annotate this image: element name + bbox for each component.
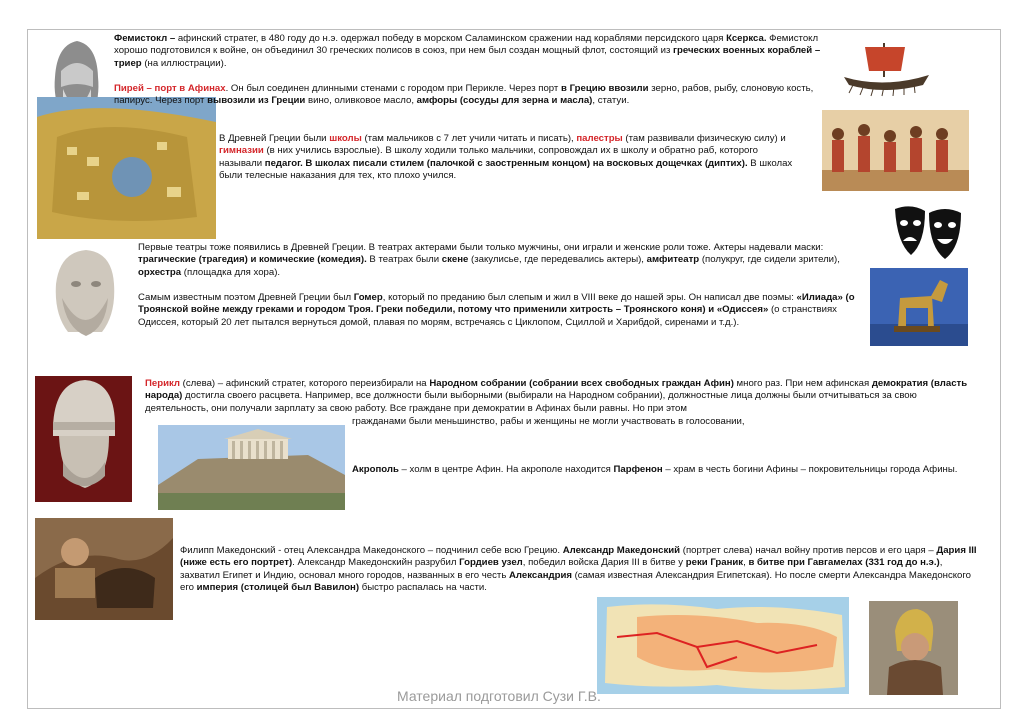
alexander-paragraph: Филипп Македонский - отец Александра Македонского – подчинил себе всю Грецию. Александр Македонский (портрет слева) начал войну против персов и его царя – Дария III (ниже есть его портрет). Александр Македонскийн разрубил Гордиев узел, победил войска Дария III в битве у реки Граник, в битве при Гавгамелах (331 год до н.э.), захватил Египет и Индию, основал много городов, названных в его честь Александрия (самая известная Александрия Египетская). Но после смерти Александра Македонского его империя (столицей был Вавилон) быстро распалась на части.: [180, 545, 977, 594]
trojan-horse-image: [870, 268, 968, 346]
homer-paragraph: Самым известным поэтом Древней Греции был Гомер, который по преданию был слепым и жил в VIII веке до нашей эры. Он написал две поэмы: «Илиада» (о Троянской войне между греками и городом Троя. Греки победили, потому что применили хитрость – Троянского коня) и «Одиссея» (о странствиях Одиссея, который 20 лет пытался вернуться домой, плавая по морям, встречаясь с Циклопом, Сциллой и Харибдой, сиренами и т.д.).: [138, 292, 855, 328]
pericles-paragraph-continued: гражданами были меньшинство, рабы и женщины не могли участвовать в голосовании,: [352, 416, 745, 427]
schools-paragraph: В Древней Греции были школы (там мальчиков с 7 лет учили читать и писать), палестры (там развивали физическую силу) и гимназии (в них учились взрослые). В школу ходили только мальчики, сопровождал их в школу и обратно раб, которого называли педагог. В школах писали стилем (палочкой с заостренным концом) на восковых дощечках (диптих). В школах были телесные наказания для тех, кто плохо учился.: [219, 133, 793, 182]
acropolis-paragraph: Акрополь – холм в центре Афин. На акрополе находится Парфенон – храм в честь богини Афины – покровительницы города Афины.: [352, 464, 958, 475]
acropolis-image: [158, 425, 345, 510]
alexander-mosaic-image: [35, 518, 173, 620]
greek-school-image: [822, 110, 969, 191]
theatre-masks-image: [891, 203, 965, 261]
piraeus-port-image: [37, 97, 216, 239]
pericles-paragraph: Перикл (слева) – афинский стратег, которого переизбирали на Народном собрании (собрании всех свободных граждан Афин) много раз. При нем афинская демократия (власть народа) достигла своего расцвета. Например, все должности были выборными (выбирали на Народном собрании), должностные лица должны были отчитываться за свою деятельность, они получали зарплату за свою работу. Все граждане при демократии в Афинах были равны. Но при этом: [145, 378, 968, 414]
theatre-paragraph: Первые театры тоже появились в Древней Греции. В театрах актерами были только мужчины, они играли и женские роли тоже. Актеры надевали маски: трагические (трагедия) и комические (комедия). В театрах были скене (закулисье, где передевались актеры), амфитеатр (полукруг, где сидели зрители), орхестра (площадка для хора).: [138, 242, 840, 278]
pericles-bust-image: [35, 376, 132, 502]
darius-portrait-image: [869, 601, 958, 695]
trireme-ship-image: [839, 37, 934, 97]
homer-bust-image: [36, 244, 133, 342]
piraeus-paragraph: Пирей – порт в Афинах. Он был соединен длинными стенами с городом при Перикле. Через порт в Грецию ввозили зерно, рабов, рыбу, слоновую кость, папирус. Через порт вывозили из Греции вино, оливковое масло, амфоры (сосуды для зерна и масла), статуи.: [114, 83, 814, 107]
author-credit: Материал подготовил Сузи Г.В.: [397, 688, 601, 704]
alexander-empire-map-image: [597, 597, 849, 694]
themistocles-paragraph: Фемистокл – афинский стратег, в 480 году до н.э. одержал победу в морском Саламинском сражении над кораблями персидского царя Ксеркса. Фемистокл хорошо подготовился к войне, он объединил 30 греческих полисов в союз, при нем был создан мощный флот, состоящий из греческих военных кораблей – триер (на иллюстрации).: [114, 33, 821, 69]
